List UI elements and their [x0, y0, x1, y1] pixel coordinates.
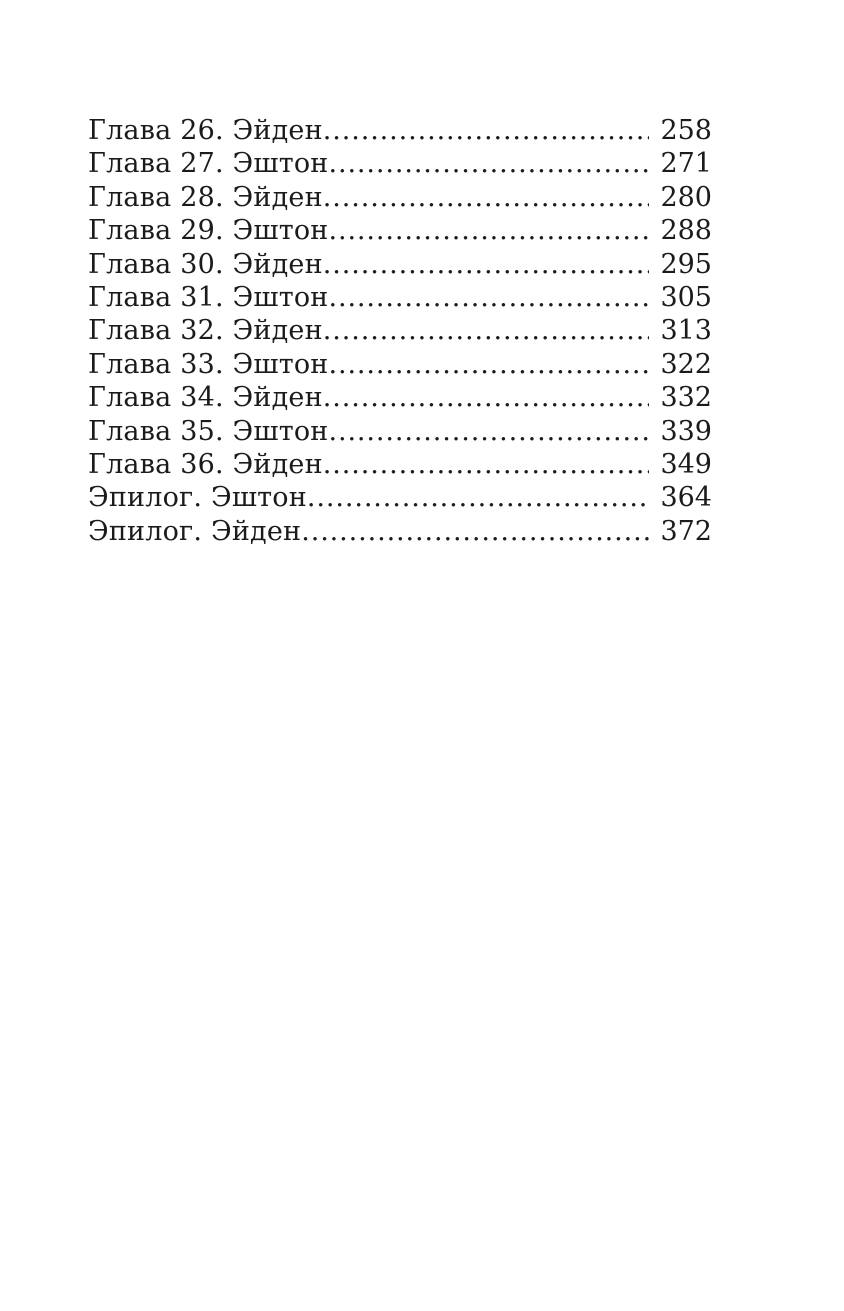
toc-entry-title: Глава 28. Эйден [88, 181, 323, 213]
toc-entry-title: Глава 30. Эйден [88, 248, 323, 280]
dot-leader-icon [307, 481, 650, 514]
toc-entry-title: Глава 32. Эйден [88, 315, 323, 347]
toc-entry [88, 515, 712, 548]
dot-leader-icon [328, 147, 649, 180]
toc-entry-page-number: 295 [660, 248, 712, 280]
dot-leader-icon [323, 248, 650, 281]
dot-leader-icon [323, 181, 650, 214]
toc-entry-page-number: 349 [660, 449, 712, 481]
toc-entry [88, 415, 712, 448]
dot-leader-icon [328, 348, 649, 381]
dot-leader-icon [301, 515, 649, 548]
toc-entry-page-number: 313 [660, 315, 712, 347]
dot-leader-icon [323, 114, 650, 147]
toc-entry-title: Эпилог. Эйден [88, 515, 302, 547]
dot-leader-icon [323, 448, 650, 481]
dot-leader-icon [323, 381, 650, 414]
dot-leader-icon [328, 415, 649, 448]
toc-entry-title: Глава 36. Эйден [88, 449, 323, 481]
dot-leader-icon [323, 314, 650, 347]
toc-entry [88, 348, 712, 381]
toc-entry [88, 381, 712, 414]
toc-entry-page-number: 332 [660, 382, 712, 414]
toc-entry-page-number: 364 [660, 482, 712, 514]
table-of-contents [88, 114, 712, 548]
toc-entry [88, 481, 712, 514]
toc-entry-title: Глава 29. Эштон [88, 215, 329, 247]
toc-entry-title: Глава 34. Эйден [88, 382, 323, 414]
toc-entry [88, 114, 712, 147]
toc-entry-page-number: 372 [660, 515, 712, 547]
toc-entry-page-number: 322 [660, 348, 712, 380]
toc-entry [88, 214, 712, 247]
toc-entry-page-number: 288 [660, 215, 712, 247]
toc-entry-title: Глава 35. Эштон [88, 415, 329, 447]
toc-entry [88, 248, 712, 281]
toc-entry-title: Эпилог. Эштон [88, 482, 307, 514]
toc-entry-page-number: 339 [660, 415, 712, 447]
toc-entry-page-number: 271 [660, 148, 712, 180]
dot-leader-icon [328, 214, 649, 247]
toc-entry-title: Глава 26. Эйден [88, 115, 323, 146]
toc-entry-page-number: 305 [660, 282, 712, 314]
toc-entry-title: Глава 31. Эштон [88, 282, 329, 314]
toc-entry-title: Глава 27. Эштон [88, 148, 329, 180]
toc-entry [88, 147, 712, 180]
toc-entry [88, 181, 712, 214]
toc-entry [88, 281, 712, 314]
toc-entry-page-number: 258 [660, 115, 712, 146]
dot-leader-icon [328, 281, 649, 314]
toc-entry-title: Глава 33. Эштон [88, 348, 329, 380]
toc-entry [88, 448, 712, 481]
toc-entry [88, 314, 712, 347]
toc-entry-page-number: 280 [660, 181, 712, 213]
